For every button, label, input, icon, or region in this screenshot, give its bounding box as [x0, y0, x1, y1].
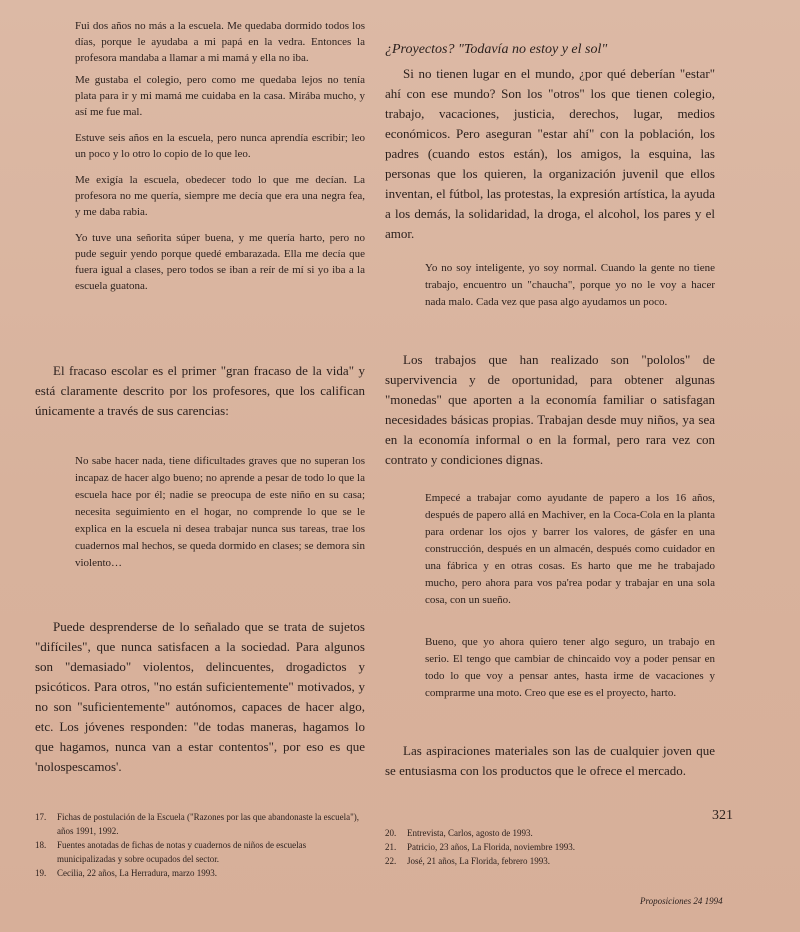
paragraph-aspiraciones: Las aspiraciones materiales son las de cualquier joven que se entusiasma con los productos que le ofrece el mercado. [385, 743, 715, 778]
quote-3: Estuve seis años en la escuela, pero nunca aprendía escribir; leo un poco y lo otro lo copio de lo que leo. [75, 132, 365, 160]
section-heading-proyectos: ¿Proyectos? "Todavía no estoy y el sol" [385, 42, 608, 57]
paragraph-trabajos: Los trabajos que han realizado son "pololos" de supervivencia y de oportunidad, para obtener algunas "monedas" que aporten a la economía familiar o satisfagan necesidades básicas propias. Trabajan desde muy niños, ya sea en la economía informal o en la formal, pero rara vez con contrato y condiciones dignas. [385, 352, 715, 467]
page-number: 321 [712, 808, 733, 823]
quote-5: Yo tuve una señorita súper buena, y me quería harto, pero no pude seguir yendo porque quedé embarazada. Ella me decía que fuera igual a clases, pero todos se iban a reír de mí si yo iba a la escuela guatona. [75, 232, 365, 292]
paragraph-lugar-en-el-mundo: Si no tienen lugar en el mundo, ¿por qué deberían "estar" ahí con ese mundo? Son los "otros" los que tienen colegio, trabajo, vacaciones, justicia, derechos, lugar, medios económicos. Pero aseguran "estar ahí" con la población, los padres (cuando estos están), los amigos, la esquina, las personas que los quieren, la organización juvenil que ellos inventan, el fútbol, las protestas, la expresión artística, la ayuda a los demás, la solidaridad, la droga, el alcohol, los pares y el amor. [385, 66, 715, 241]
quote-long-profesores: No sabe hacer nada, tiene dificultades graves que no superan los incapaz de hacer algo bueno; no aprende a pesar de todo lo que la escuela hace por él; nadie se preocupa de este niño en su casa; necesita seguimiento en el hogar, no comprende lo que se le explica en la escuela ni desea trabajar nunca sus tareas, trae los cuadernos mal hechos, se queda dormido en clases; se demora sin violento… [75, 455, 365, 569]
quote-empece-trabajar: Empecé a trabajar como ayudante de papero a los 16 años, después de papero allá en Machiver, en la Coca-Cola en la planta para ordenar los ojos y barrer los valores, de gásfer en una construcción, después en un almacén, después como cuidador en una fábrica y en otras cosas. Es harto que me he trabajado mucho, pero ahora para vos pa'rea podar y trabajar en una sola cosa, con un sueño. [425, 492, 715, 606]
quote-1: Fui dos años no más a la escuela. Me quedaba dormido todos los días, porque le ayudaba a mi papá en la vedra. Entonces la profesora mandaba a llamar a mi mamá y ella no iba. [75, 20, 365, 64]
footnote-22: 22. José, 21 años, La Florida, febrero 1993. [385, 856, 550, 866]
quote-4: Me exigía la escuela, obedecer todo lo que me decían. La profesora no me quería, siempre me decía que era una negra fea, y me daba rabia. [75, 174, 365, 218]
quote-algo-seguro: Bueno, que yo ahora quiero tener algo seguro, un trabajo en serio. El tengo que cambiar de chincaido voy a poder pensar en todo lo que voy a pensar antes, hasta irme de vacaciones y comprarme una moto. Creo que ese es el proyecto, harto. [425, 636, 715, 699]
footnote-20: 20. Entrevista, Carlos, agosto de 1993. [385, 828, 533, 838]
footnote-19: 19. Cecilia, 22 años, La Herradura, marzo 1993. [35, 868, 217, 878]
footnote-21: 21. Patricio, 23 años, La Florida, noviembre 1993. [385, 842, 575, 852]
footnote-17: 17. Fichas de postulación de la Escuela ("Razones por las que abandonaste la escuela"), años 1991, 1992. [35, 812, 359, 836]
footnotes-right [385, 826, 715, 868]
quote-block-top [75, 18, 365, 304]
footnotes-left [35, 810, 365, 880]
footnote-18: 18. Fuentes anotadas de fichas de notas y cuadernos de niños de escuelas municipalizadas y sobre ocupados del sector. [35, 840, 307, 864]
paragraph-sujetos-dificiles: Puede desprenderse de lo señalado que se trata de sujetos "difíciles", que nunca satisfacen a la sociedad. Para algunos son "demasiado" violentos, delincuentes, drogadictos y psicóticos. Para otros, "no están suficientemente" motivados, y no son "suficientemente" autónomos, capaces de hacer algo, etc. Los jóvenes responden: "de todas maneras, hagamos lo que hagamos, nunca van a estar contentos", por eso es que 'nolospescamos'. [35, 619, 365, 774]
paragraph-fracaso-escolar: El fracaso escolar es el primer "gran fracaso de la vida" y está claramente descrito por los profesores, que los califican únicamente a través de sus carencias: [35, 363, 365, 418]
footer-credit: Proposiciones 24 1994 [640, 896, 723, 906]
quote-inteligente: Yo no soy inteligente, yo soy normal. Cuando la gente no tiene trabajo, encuentro un "chaucha", porque yo no le voy a hacer nada malo. Cada vez que pasa algo ayudamos un poco. [425, 262, 715, 308]
quote-2: Me gustaba el colegio, pero como me quedaba lejos no tenía plata para ir y mi mamá me cuidaba en la casa. Mirába mucho, y así me fue mal. [75, 74, 365, 118]
